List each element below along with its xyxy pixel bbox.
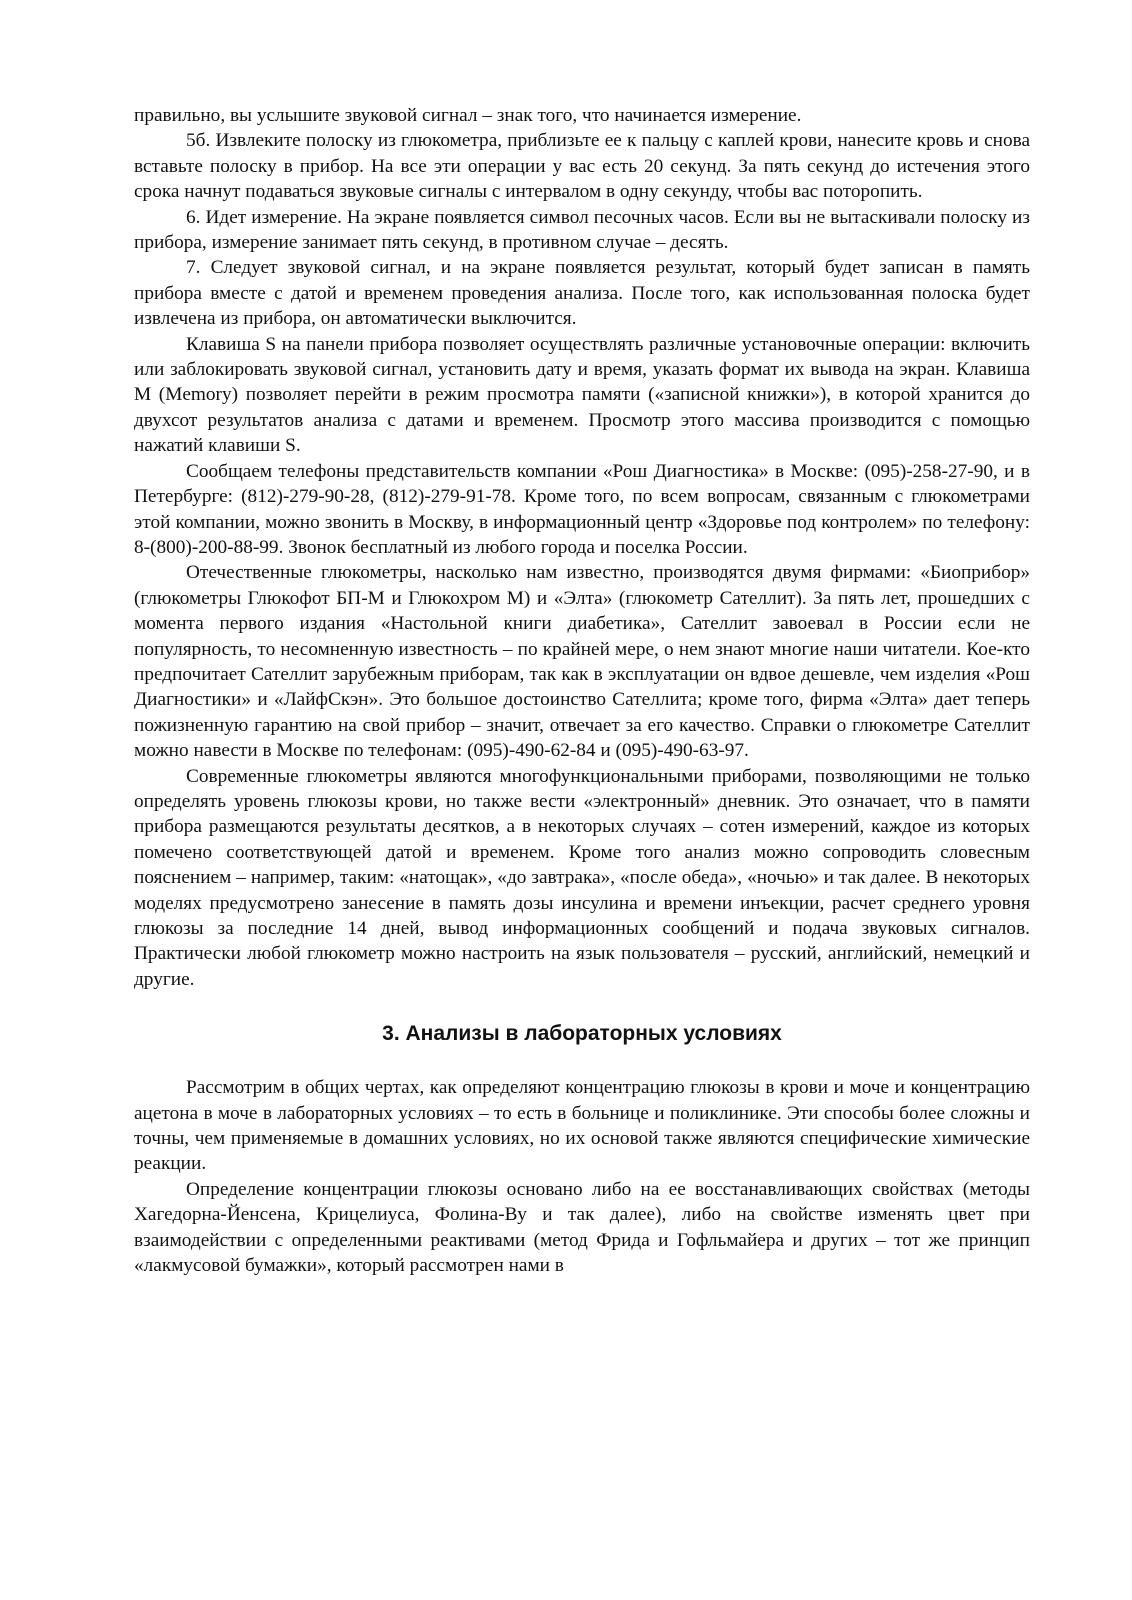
section-body bbox=[134, 1075, 1030, 1278]
paragraph-step-5b: 5б. Извлеките полоску из глюкометра, приблизьте ее к пальцу с каплей крови, нанесите кровь и снова вставьте полоску в прибор. На все эти операции у вас есть 20 секунд. За пять секунд до истечения этого срока начнут подаваться звуковые сигналы с интервалом в одну секунду, чтобы вас поторопить. bbox=[134, 130, 1030, 203]
paragraph-continuation: правильно, вы услышите звуковой сигнал – знак того, что начинается измерение. bbox=[134, 105, 802, 126]
paragraph-domestic-meters: Отечественные глюкометры, насколько нам известно, производятся двумя фирмами: «Биоприбор» (глюкометры Глюкофот БП-М и Глюкохром М) и «Элта» (глюкометр Сателлит). За пять лет, прошедших с момента первого издания «Настольной книги диабетика», Сателлит завоевал в России если не популярность, то несомненную известность – по крайней мере, о нем знают многие наши читатели. Кое-кто предпочитает Сателлит зарубежным приборам, так как в эксплуатации он вдвое дешевле, чем изделия «Рош Диагностики» и «ЛайфСкэн». Это большое достоинство Сателлита; кроме того, фирма «Элта» дает теперь пожизненную гарантию на свой прибор – значит, отвечает за его качество. Справки о глюкометре Сателлит можно навести в Москве по телефонам: (095)-490-62-84 и (095)-490-63-97. bbox=[134, 562, 1030, 762]
document-body bbox=[134, 103, 1030, 1278]
section-3 bbox=[134, 1020, 1030, 1278]
paragraph-step-6: 6. Идет измерение. На экране появляется символ песочных часов. Если вы не вытаскивали полоску из прибора, измерение занимает пять секунд, в противном случае – десять. bbox=[134, 206, 1030, 254]
section-heading: 3. Анализы в лабораторных условиях bbox=[382, 1022, 782, 1046]
paragraph-key-s: Клавиша S на панели прибора позволяет осуществлять различные установочные операции: включить или заблокировать звуковой сигнал, установить дату и время, указать формат их вывода на экран. Клавиша М (Memory) позволяет перейти в режим просмотра памяти («записной книжки»), в которой хранится до двухсот результатов анализа с датами и временем. Просмотр этого массива производится с помощью нажатий клавиши S. bbox=[134, 333, 1030, 457]
paragraph-modern-meters: Современные глюкометры являются многофункциональными приборами, позволяющими не только определять уровень глюкозы крови, но также вести «электронный» дневник. Это означает, что в памяти прибора размещаются результаты десятков, а в некоторых случаях – сотен измерений, каждое из которых помечено соответствующей датой и временем. Кроме того анализ можно сопроводить словесным пояснением – например, таким: «натощак», «до завтрака», «после обеда», «ночью» и так далее. В некоторых моделях предусмотрено занесение в память дозы инсулина и времени инъекции, расчет среднего уровня глюкозы за последние 14 дней, вывод информационных сообщений и подача звуковых сигналов. Практически любой глюкометр можно настроить на язык пользователя – русский, английский, немецкий и другие. bbox=[134, 765, 1030, 990]
paragraph-step-7: 7. Следует звуковой сигнал, и на экране появляется результат, который будет записан в память прибора вместе с датой и временем проведения анализа. После того, как использованная полоска будет извлечена из прибора, он автоматически выключится. bbox=[134, 257, 1030, 330]
paragraph-phones: Сообщаем телефоны представительств компании «Рош Диагностика» в Москве: (095)-258-27-90, и в Петербурге: (812)-279-90-28, (812)-279-91-78. Кроме того, по всем вопросам, связанным с глюкометрами этой компании, можно звонить в Москву, в информационный центр «Здоровье под контролем» по телефону: 8-(800)-200-88-99. Звонок бесплатный из любого города и поселка России. bbox=[134, 460, 1030, 558]
paragraph-lab-overview: Рассмотрим в общих чертах, как определяют концентрацию глюкозы в крови и моче и концентрацию ацетона в моче в лабораторных условиях – то есть в больнице и поликлинике. Эти способы более сложны и точны, чем применяемые в домашних условиях, но их основой также являются специфические химические реакции. bbox=[134, 1077, 1030, 1175]
paragraph-glucose-methods: Определение концентрации глюкозы основано либо на ее восстанавливающих свойствах (методы Хагедорна-Йенсена, Крицелиуса, Фолина-Ву и так далее), либо на свойстве изменять цвет при взаимодействии с определенными реактивами (метод Фрида и Гофльмайера и других – тот же принцип «лакмусовой бумажки», который рассмотрен нами в bbox=[134, 1178, 1030, 1277]
